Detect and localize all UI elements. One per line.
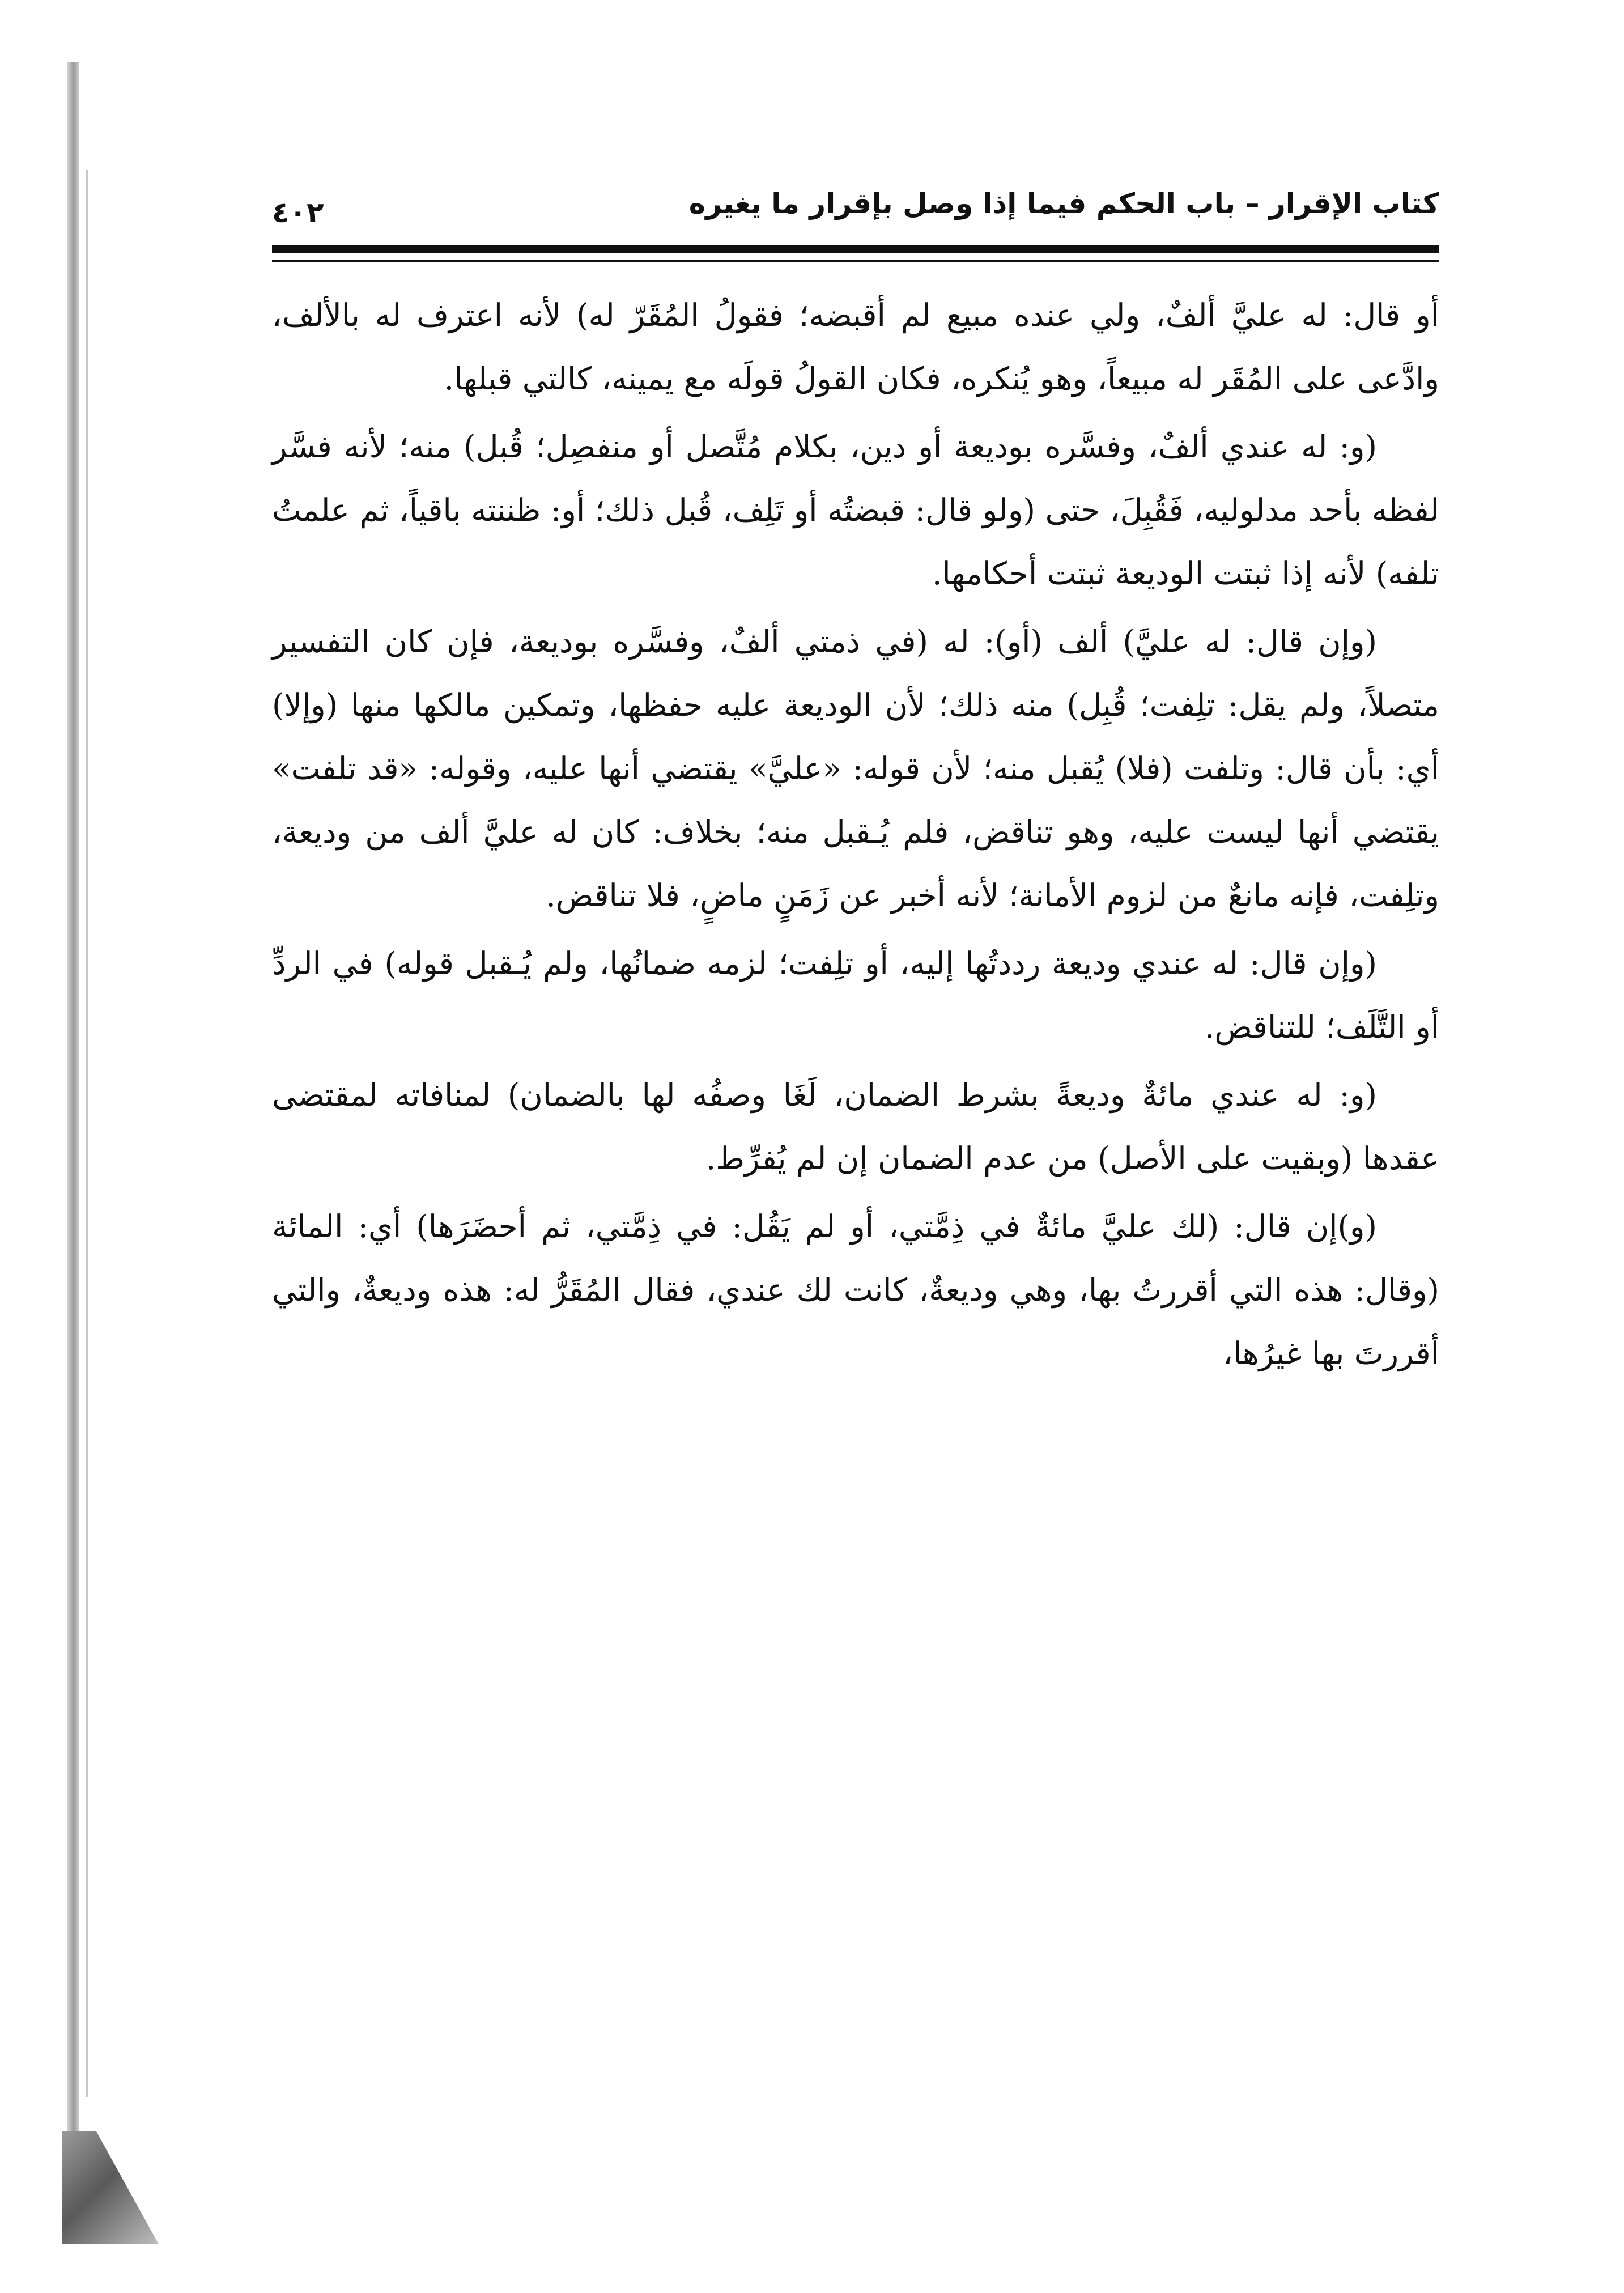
paragraph: (و: له عندي ألفٌ، وفسَّره بوديعة أو دين، بكلام مُتَّصل أو منفصِل؛ قُبل) منه؛ لأنه فسَّر لفظه بأحد مدلوليه، فَقُبِلَ، حتى (ولو قال: قبضتُه أو تَلِف، قُبل ذلك؛ أو: ظننته باقياً، ثم علمتُ تلفه) لأنه إذا ثبتت الوديعة ثبتت أحكامها. bbox=[272, 428, 1439, 592]
paragraph: أو قال: له عليَّ ألفٌ، ولي عنده مبيع لم أقبضه؛ فقولُ المُقَرّ له) لأنه اعترف له بالألف، وادَّعى على المُقَر له مبيعاً، وهو يُنكره، فكان القولُ قولَه مع يمينه، كالتي قبلها. bbox=[272, 297, 1439, 397]
paragraph: (و)إن قال: (لك عليَّ مائةٌ في ذِمَّتي، أو لم يَقُل: في ذِمَّتي، ثم أحضَرَها) أي: المائة (وقال: هذه التي أقررتُ بها، وهي وديعةٌ، كانت لك عندي، فقال المُقَرُّ له: هذه وديعةٌ، والتي أقررتَ بها غيرُها، bbox=[272, 1208, 1439, 1371]
paragraph: (وإن قال: له عندي وديعة رددتُها إليه، أو تلِفت؛ لزمه ضمانُها، ولم يُـقبل قوله) في الردِّ أو التَّلَف؛ للتناقض. bbox=[272, 945, 1439, 1045]
body-text bbox=[272, 283, 1439, 1390]
header-rule-thick bbox=[272, 245, 1439, 253]
book-page bbox=[272, 181, 1439, 2142]
paragraph: (و: له عندي مائةٌ وديعةً بشرط الضمان، لَغَا وصفُه لها بالضمان) لمنافاته لمقتضى عقدها (وبقيت على الأصل) من عدم الضمان إن لم يُفرِّط. bbox=[272, 1077, 1439, 1177]
running-title: كتاب الإقرار – باب الحكم فيما إذا وصل بإقرار ما يغيره bbox=[688, 187, 1439, 220]
paragraph: (وإن قال: له عليَّ) ألف (أو): له (في ذمتي ألفٌ، وفسَّره بوديعة، فإن كان التفسير متصلاً، ولم يقل: تلِفت؛ قُبِل) منه ذلك؛ لأن الوديعة عليه حفظها، وتمكين مالكها منها (وإلا) أي: بأن قال: وتلفت (فلا) يُقبل منه؛ لأن قوله: «عليَّ» يقتضي أنها عليه، وقوله: «قد تلفت» يقتضي أنها ليست عليه، وهو تناقض، فلم يُـقبل منه؛ بخلاف: كان له عليَّ ألف من وديعة، وتلِفت، فإنه مانعٌ من لزوم الأمانة؛ لأنه أخبر عن زَمَنٍ ماضٍ، فلا تناقض. bbox=[272, 623, 1439, 914]
page-corner-shadow bbox=[62, 2131, 159, 2244]
page-number: ٤٠٢ bbox=[272, 196, 324, 229]
header-rule-thin bbox=[272, 260, 1439, 262]
binding-edge bbox=[67, 62, 79, 2131]
binding-edge-line bbox=[86, 170, 88, 2097]
